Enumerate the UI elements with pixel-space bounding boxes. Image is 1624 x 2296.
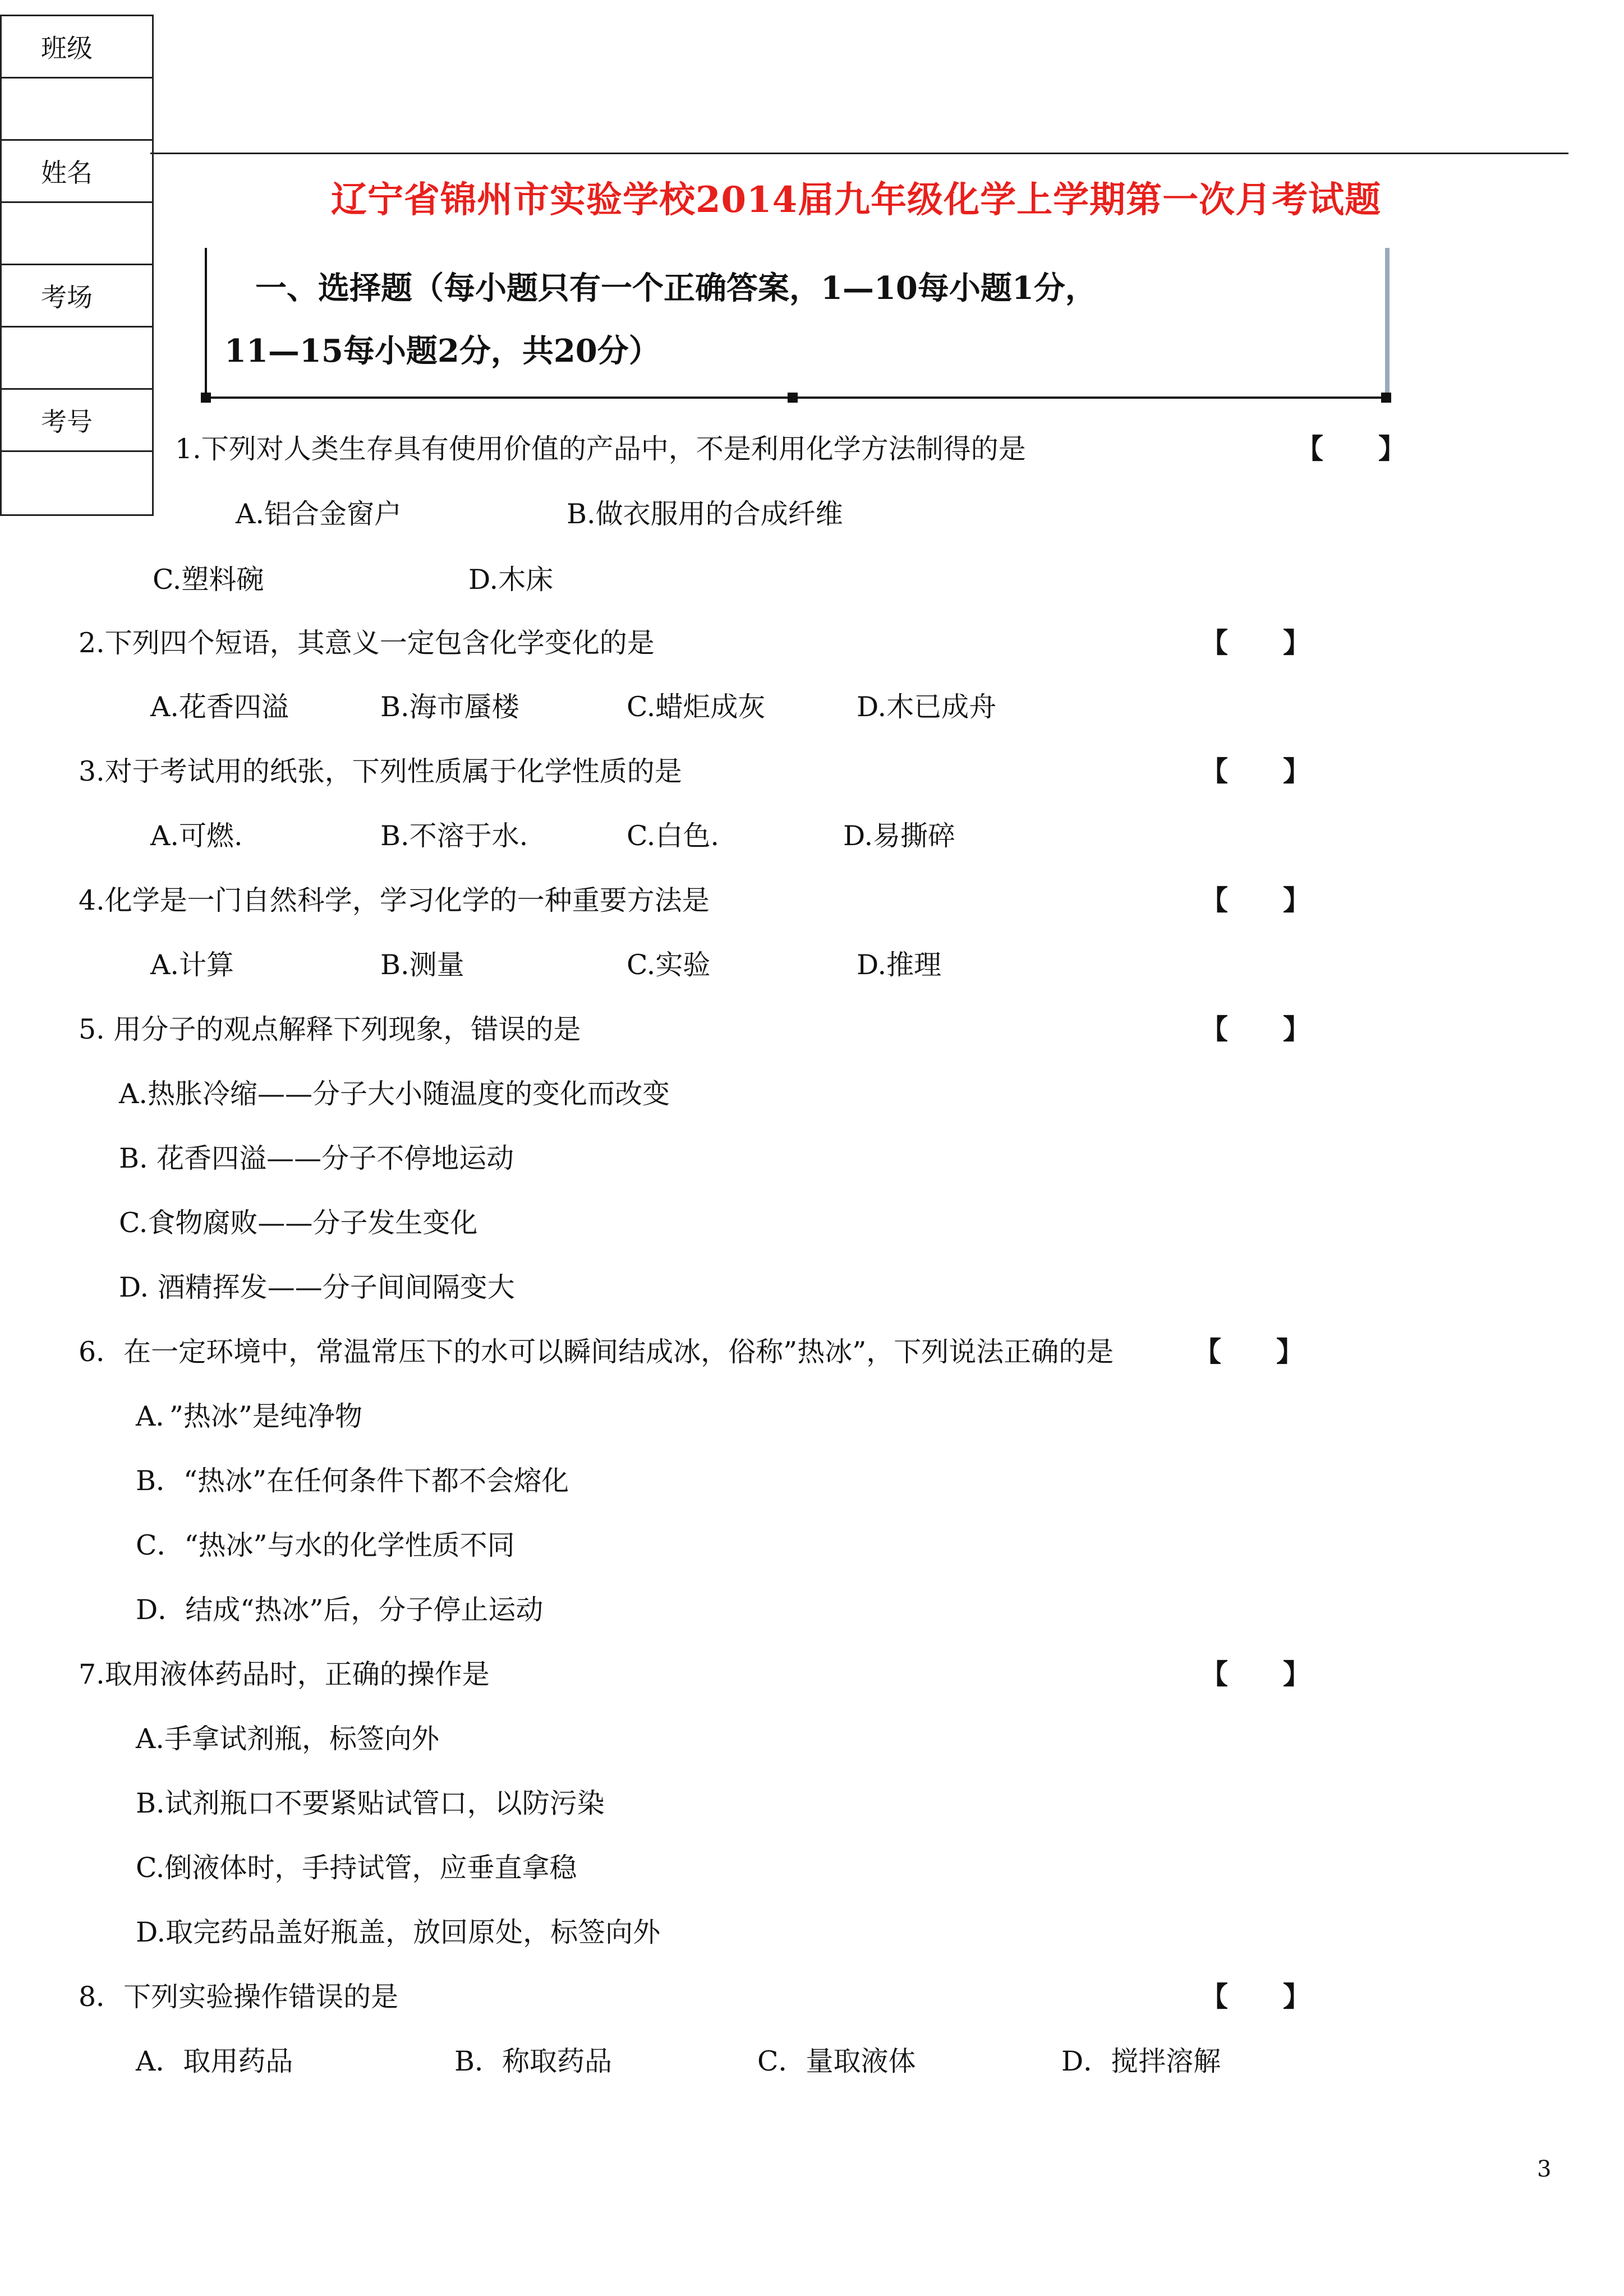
q6-option-d: D．结成“热冰”后，分子停止运动: [136, 1594, 544, 1626]
name-field[interactable]: [2, 203, 152, 265]
q3-option-b: B.不溶于水.: [380, 820, 528, 852]
exam-number-label: 考号: [2, 390, 152, 452]
q2-option-d: D.木已成舟: [857, 691, 997, 723]
question-7: 7.取用液体药品时，正确的操作是: [79, 1658, 490, 1690]
q7-option-a: A.手拿试剂瓶，标签向外: [136, 1723, 439, 1755]
q2-option-a: A.花香四溢: [150, 691, 289, 723]
q1-option-c: C.塑料碗: [153, 564, 264, 596]
q1-option-b: B.做衣服用的合成纤维: [567, 498, 843, 530]
q7-option-d: D.取完药品盖好瓶盖，放回原处，标签向外: [136, 1916, 661, 1948]
q4-option-c: C.实验: [627, 949, 711, 981]
page-number: 3: [1537, 2156, 1552, 2182]
box-marker-left: [201, 393, 211, 403]
answer-bracket-4[interactable]: 【 】: [1200, 884, 1311, 916]
answer-bracket-2[interactable]: 【 】: [1200, 626, 1311, 659]
q5-option-d: D. 酒精挥发——分子间间隔变大: [119, 1271, 515, 1303]
q6-option-a: A．”热冰”是纯净物: [136, 1400, 362, 1432]
q4-option-d: D.推理: [857, 949, 942, 981]
exam-room-field[interactable]: [2, 328, 152, 390]
exam-room-label: 考场: [2, 265, 152, 328]
question-3: 3.对于考试用的纸张，下列性质属于化学性质的是: [79, 755, 682, 787]
q8-option-c: C．量取液体: [757, 2045, 916, 2077]
answer-bracket-8[interactable]: 【 】: [1200, 1980, 1311, 2013]
answer-bracket-3[interactable]: 【 】: [1200, 755, 1311, 787]
q6-option-c: C．“热冰”与水的化学性质不同: [136, 1529, 515, 1561]
q2-option-c: C.蜡炬成灰: [627, 691, 766, 723]
answer-bracket-5[interactable]: 【 】: [1200, 1013, 1311, 1045]
exam-number-field[interactable]: [2, 452, 152, 514]
q3-option-c: C.白色.: [627, 820, 719, 852]
q4-option-b: B.测量: [380, 949, 464, 981]
class-field[interactable]: [2, 79, 152, 141]
box-right-edge: [1385, 248, 1390, 397]
section-heading-line1: 一、选择题（每小题只有一个正确答案，1—10每小题1分，: [255, 270, 1097, 307]
q8-option-b: B．称取药品: [454, 2045, 613, 2077]
question-1: 1.下列对人类生存具有使用价值的产品中，不是利用化学方法制得的是: [175, 433, 1026, 465]
q4-option-a: A.计算: [150, 949, 234, 981]
page-title: 辽宁省锦州市实验学校2014届九年级化学上学期第一次月考试题: [331, 179, 1382, 221]
student-info-box: [0, 15, 154, 516]
answer-bracket-6[interactable]: 【 】: [1194, 1335, 1304, 1368]
q6-option-b: B．“热冰”在任何条件下都不会熔化: [136, 1465, 569, 1497]
question-8: 8．下列实验操作错误的是: [79, 1981, 399, 2013]
header-rule: [150, 153, 1568, 154]
q5-option-b: B. 花香四溢——分子不停地运动: [119, 1142, 514, 1174]
answer-bracket-1[interactable]: 【 】: [1296, 432, 1406, 465]
q5-option-a: A.热胀冷缩——分子大小随温度的变化而改变: [119, 1078, 670, 1110]
q1-option-a: A.铝合金窗户: [236, 498, 402, 530]
class-label: 班级: [2, 16, 152, 79]
answer-bracket-7[interactable]: 【 】: [1200, 1658, 1311, 1690]
question-4: 4.化学是一门自然科学，学习化学的一种重要方法是: [79, 884, 710, 916]
section-heading-line2: 11—15每小题2分，共20分）: [224, 333, 660, 370]
q8-option-a: A．取用药品: [136, 2045, 293, 2077]
q5-option-c: C.食物腐败——分子发生变化: [119, 1207, 478, 1239]
q7-option-c: C.倒液体时，手持试管，应垂直拿稳: [136, 1852, 577, 1884]
question-5: 5. 用分子的观点解释下列现象，错误的是: [79, 1013, 581, 1045]
q3-option-a: A.可燃.: [150, 820, 243, 852]
question-6: 6．在一定环境中，常温常压下的水可以瞬间结成冰，俗称”热冰”，下列说法正确的是: [79, 1336, 1114, 1368]
q2-option-b: B.海市蜃楼: [380, 691, 519, 723]
name-label: 姓名: [2, 141, 152, 203]
box-marker-middle: [788, 393, 798, 403]
question-2: 2.下列四个短语，其意义一定包含化学变化的是: [79, 627, 655, 659]
q3-option-d: D.易撕碎: [843, 820, 956, 852]
q1-option-d: D.木床: [468, 564, 554, 596]
q8-option-d: D．搅拌溶解: [1061, 2045, 1221, 2077]
box-marker-right: [1381, 393, 1391, 403]
q7-option-b: B.试剂瓶口不要紧贴试管口，以防污染: [136, 1787, 605, 1819]
